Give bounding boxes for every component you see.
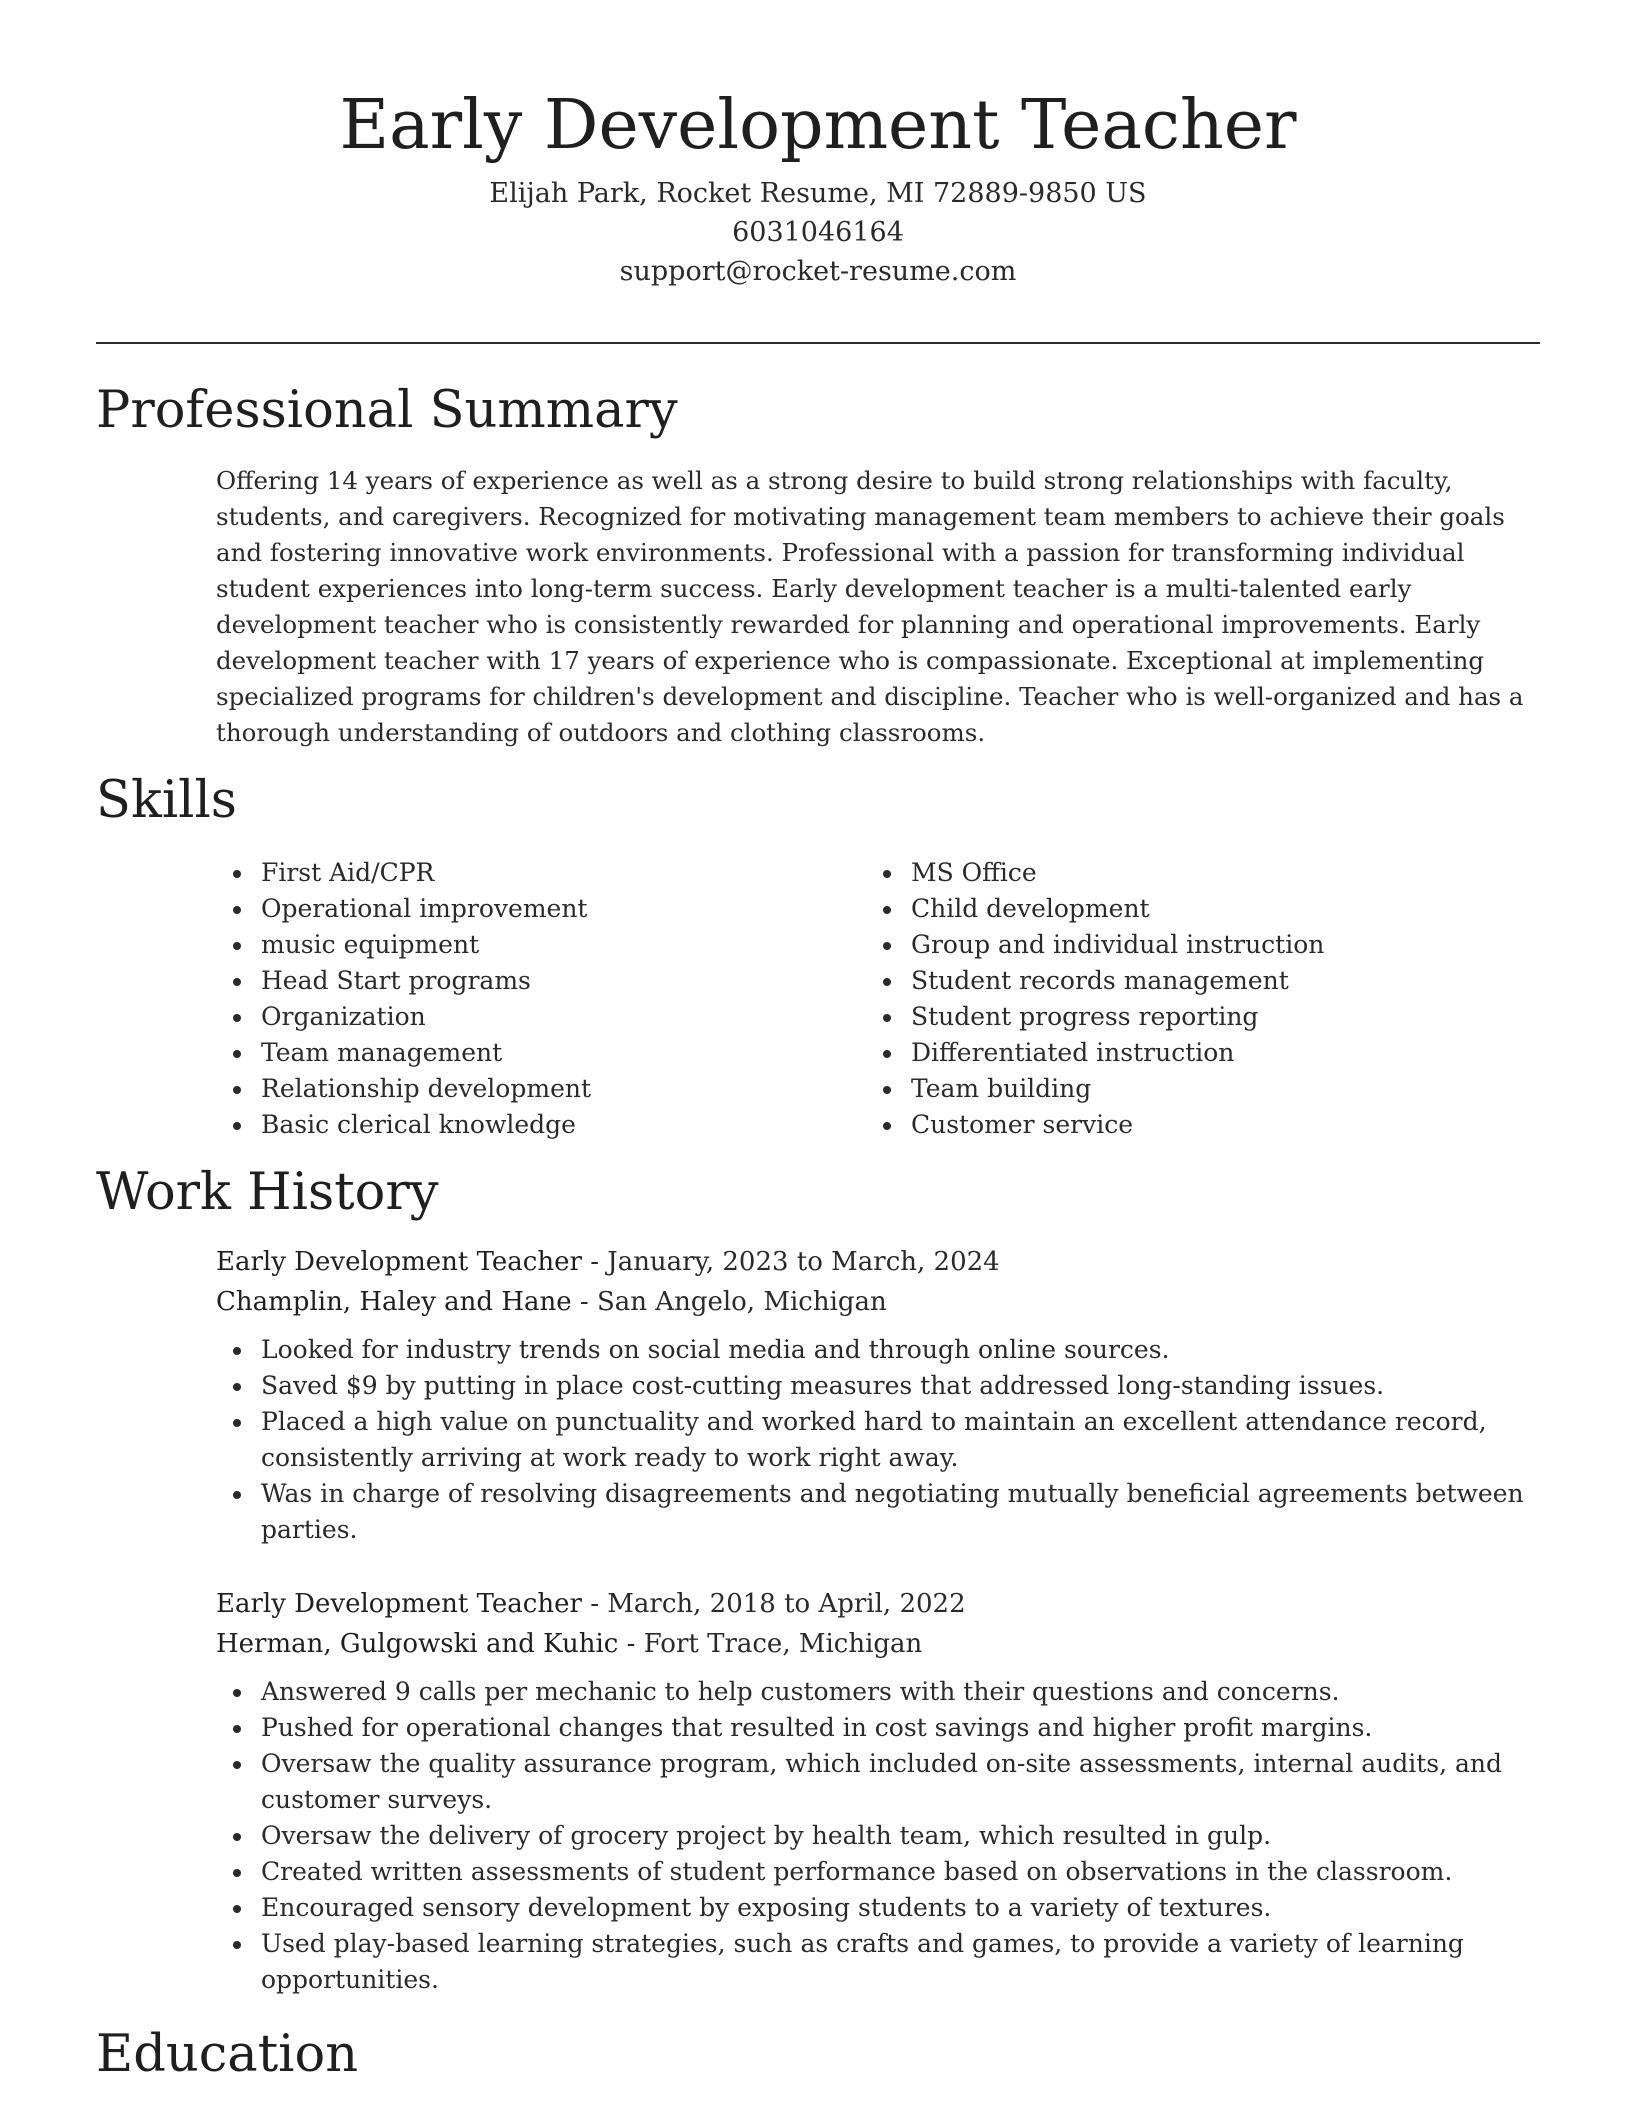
list-item: Basic clerical knowledge bbox=[216, 1107, 856, 1143]
list-item: Looked for industry trends on social media and through online sources. bbox=[216, 1332, 1546, 1368]
job-entry bbox=[216, 1584, 1546, 1998]
job-entry bbox=[216, 1242, 1546, 1548]
job-company-line bbox=[216, 1624, 1546, 1664]
job-company: Champlin, Haley and Hane bbox=[216, 1287, 572, 1317]
section-heading-summary: Professional Summary bbox=[96, 381, 678, 440]
contact-phone: 6031046164 bbox=[732, 217, 904, 248]
list-item: music equipment bbox=[216, 927, 856, 963]
job-separator: - bbox=[581, 1247, 608, 1277]
list-item: Used play-based learning strategies, such as crafts and games, to provide a variety of learning opportunities. bbox=[216, 1926, 1546, 1998]
job-company-line bbox=[216, 1282, 1546, 1322]
list-item: Operational improvement bbox=[216, 891, 856, 927]
list-item: Saved $9 by putting in place cost-cutting measures that addressed long-standing issues. bbox=[216, 1368, 1546, 1404]
contact-email: support@rocket-resume.com bbox=[619, 256, 1017, 287]
job-title: Early Development Teacher bbox=[216, 1589, 582, 1619]
list-item: First Aid/CPR bbox=[216, 855, 856, 891]
job-title-line bbox=[216, 1242, 1546, 1282]
list-item: Customer service bbox=[866, 1107, 1506, 1143]
list-item: Organization bbox=[216, 999, 856, 1035]
job-company: Herman, Gulgowski and Kuhic bbox=[216, 1629, 619, 1659]
list-item: Was in charge of resolving disagreements and negotiating mutually beneficial agreements between parties. bbox=[216, 1476, 1546, 1548]
contact-address: Elijah Park, Rocket Resume, MI 72889-9850 US bbox=[489, 178, 1147, 209]
job-bullet-list bbox=[216, 1332, 1546, 1548]
job-separator: - bbox=[581, 1589, 608, 1619]
skills-list-left bbox=[216, 855, 856, 1143]
job-separator: - bbox=[618, 1629, 644, 1659]
header-divider bbox=[96, 342, 1540, 344]
job-location: San Angelo, Michigan bbox=[596, 1287, 887, 1317]
list-item: Oversaw the quality assurance program, which included on-site assessments, internal audits, and customer surveys. bbox=[216, 1746, 1546, 1818]
list-item: Created written assessments of student performance based on observations in the classroom. bbox=[216, 1854, 1546, 1890]
list-item: Student progress reporting bbox=[866, 999, 1506, 1035]
list-item: Child development bbox=[866, 891, 1506, 927]
skills-list-right bbox=[866, 855, 1506, 1143]
summary-text: Offering 14 years of experience as well as a strong desire to build strong relationships with faculty, students, and caregivers. Recognized for motivating management team members to achieve their goals and fostering innovative work environments. Professional with a passion for transforming individual student experiences into long-term success. Early development teacher is a multi-talented early development teacher who is consistently rewarded for planning and operational improvements. Early development teacher with 17 years of experience who is compassionate. Exceptional at implementing specialized programs for children's development and discipline. Teacher who is well-organized and has a thorough understanding of outdoors and clothing classrooms. bbox=[216, 466, 1524, 747]
job-separator: - bbox=[571, 1287, 597, 1317]
job-dates: March, 2018 to April, 2022 bbox=[607, 1589, 966, 1619]
job-title: Early Development Teacher bbox=[216, 1247, 582, 1277]
list-item: Relationship development bbox=[216, 1071, 856, 1107]
job-dates: January, 2023 to March, 2024 bbox=[607, 1247, 1000, 1277]
list-item: Answered 9 calls per mechanic to help customers with their questions and concerns. bbox=[216, 1674, 1546, 1710]
list-item: Student records management bbox=[866, 963, 1506, 999]
list-item: Team management bbox=[216, 1035, 856, 1071]
job-title-line bbox=[216, 1584, 1546, 1624]
job-bullet-list bbox=[216, 1674, 1546, 1998]
section-heading-work-history: Work History bbox=[96, 1163, 439, 1222]
skills-column-left bbox=[216, 855, 856, 1143]
section-heading-education: Education bbox=[96, 2025, 359, 2084]
list-item: Placed a high value on punctuality and worked hard to maintain an excellent attendance record, consistently arriving at work ready to work right away. bbox=[216, 1404, 1546, 1476]
skills-column-right bbox=[866, 855, 1506, 1143]
list-item: Group and individual instruction bbox=[866, 927, 1506, 963]
list-item: Encouraged sensory development by exposing students to a variety of textures. bbox=[216, 1890, 1546, 1926]
job-location: Fort Trace, Michigan bbox=[643, 1629, 923, 1659]
list-item: Pushed for operational changes that resulted in cost savings and higher profit margins. bbox=[216, 1710, 1546, 1746]
list-item: Team building bbox=[866, 1071, 1506, 1107]
resume-header bbox=[96, 78, 1540, 291]
list-item: Differentiated instruction bbox=[866, 1035, 1506, 1071]
list-item: Head Start programs bbox=[216, 963, 856, 999]
section-heading-skills: Skills bbox=[96, 771, 237, 830]
list-item: Oversaw the delivery of grocery project by health team, which resulted in gulp. bbox=[216, 1818, 1546, 1854]
resume-title: Early Development Teacher bbox=[339, 86, 1297, 165]
list-item: MS Office bbox=[866, 855, 1506, 891]
